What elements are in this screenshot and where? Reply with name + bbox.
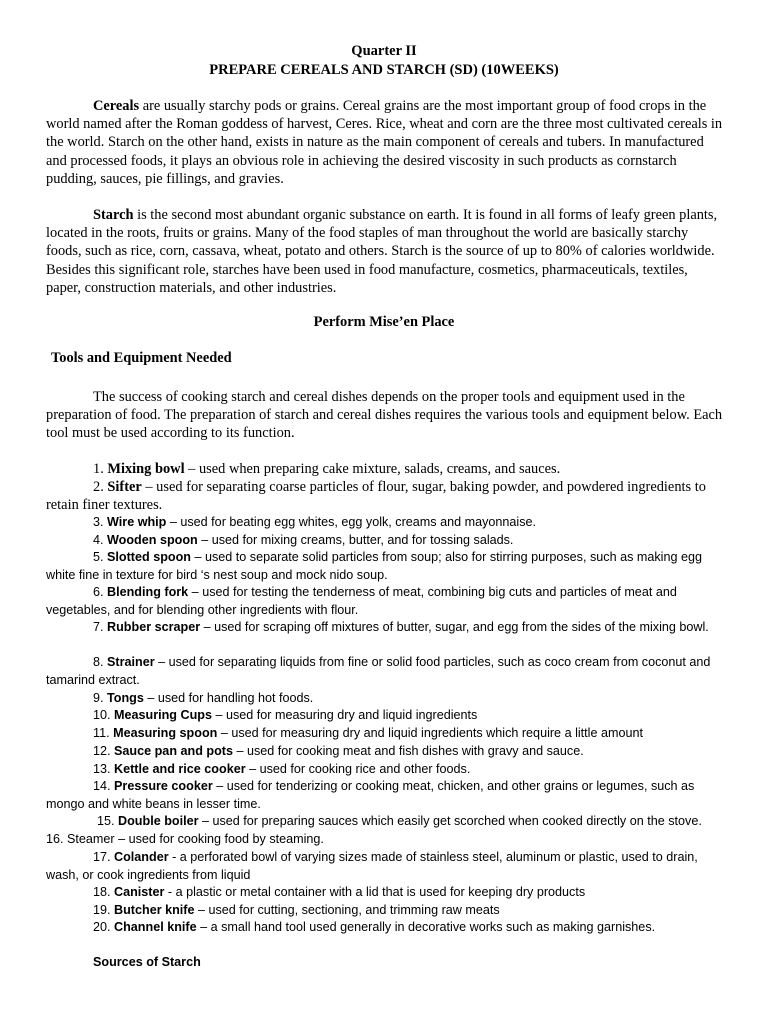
tool-item: 17. Colander - a perforated bowl of varying sizes made of stainless steel, aluminum or plastic, used to drain, wash, or cook ingredients from liquid: [46, 850, 698, 882]
mise-en-place-heading: Perform Mise’en Place: [313, 314, 455, 330]
tools-intro-paragraph: [46, 388, 726, 443]
cereals-term: Cereals: [93, 98, 140, 114]
tool-item: 18. Canister - a plastic or metal container with a lid that is used for keeping dry products: [93, 885, 586, 899]
tool-item: 6. Blending fork – used for testing the tenderness of meat, combining big cuts and particles of meat and vegetables, and for blending other ingredients with flour.: [46, 585, 677, 617]
tool-item: 12. Sauce pan and pots – used for cooking meat and fish dishes with gravy and sauce.: [93, 744, 584, 758]
starch-term: Starch: [93, 207, 134, 223]
tool-item: 15. Double boiler – used for preparing sauces which easily get scorched when cooked directly on the stove.: [97, 814, 702, 828]
tool-item: 11. Measuring spoon – used for measuring dry and liquid ingredients which require a little amount: [93, 726, 643, 740]
starch-text: is the second most abundant organic substance on earth. It is found in all forms of leafy green plants, located in the roots, fruits or grains. Many of the food staples of man throughout the world are basically starchy foods, such as rice, corn, cassava, wheat, potato and others. Starch is the source of up to 80% of calories worldwide. Besides this significant role, starches have been used in food manufacture, cosmetics, pharmaceuticals, textiles, paper, construction materials, and other industries.: [46, 207, 718, 296]
sources-heading: Sources of Starch: [93, 955, 201, 969]
tool-item: 20. Channel knife – a small hand tool used generally in decorative works such as making garnishes.: [93, 920, 656, 934]
tool-item: 14. Pressure cooker – used for tenderizing or cooking meat, chicken, and other grains or legumes, such as mongo and white beans in lesser time.: [46, 779, 695, 811]
tool-item: 19. Butcher knife – used for cutting, sectioning, and trimming raw meats: [93, 903, 500, 917]
cereals-text: are usually starchy pods or grains. Cereal grains are the most important group of food crops in the world named after the Roman goddess of harvest, Ceres. Rice, wheat and corn are the three most cultivated cereals in the world. Starch on the other hand, exists in nature as the main component of cereals and tubers. In manufactured and processed foods, it plays an obvious role in achieving the desired viscosity in such products as cornstarch pudding, sauces, pie fillings, and gravies.: [46, 98, 723, 187]
tool-item: 2. Sifter – used for separating coarse particles of flour, sugar, baking powder, and powdered ingredients to retain finer textures.: [46, 479, 706, 513]
tool-item: 7. Rubber scraper – used for scraping off mixtures of butter, sugar, and egg from the sides of the mixing bowl.: [93, 620, 709, 634]
cereals-paragraph: [46, 97, 726, 188]
tool-item: 8. Strainer – used for separating liquids from fine or solid food particles, such as coco cream from coconut and tamarind extract.: [46, 655, 711, 687]
tools-intro-text: The success of cooking starch and cereal dishes depends on the proper tools and equipment used in the preparation of food. The preparation of starch and cereal dishes requires the various tools and equipment below. Each tool must be used according to its function.: [46, 389, 723, 442]
starch-paragraph: [46, 206, 726, 297]
tool-item: 1. Mixing bowl – used when preparing cake mixture, salads, creams, and sauces.: [93, 461, 561, 477]
tool-item: 9. Tongs – used for handling hot foods.: [93, 691, 314, 705]
tool-item: 4. Wooden spoon – used for mixing creams, butter, and for tossing salads.: [93, 533, 514, 547]
quarter-label: Quarter II: [351, 43, 417, 59]
page-title: PREPARE CEREALS AND STARCH (SD) (10WEEKS): [209, 62, 559, 78]
tool-item: 5. Slotted spoon – used to separate solid particles from soup; also for stirring purposes, such as making egg white fine in texture for bird ‘s nest soup and mock nido soup.: [46, 550, 702, 582]
tool-item: 10. Measuring Cups – used for measuring dry and liquid ingredients: [93, 708, 478, 722]
tool-item: 3. Wire whip – used for beating egg whites, egg yolk, creams and mayonnaise.: [93, 515, 537, 529]
tool-item: 16. Steamer – used for cooking food by steaming.: [46, 832, 324, 846]
tools-heading: Tools and Equipment Needed: [51, 350, 232, 366]
tool-item: 13. Kettle and rice cooker – used for cooking rice and other foods.: [93, 762, 471, 776]
